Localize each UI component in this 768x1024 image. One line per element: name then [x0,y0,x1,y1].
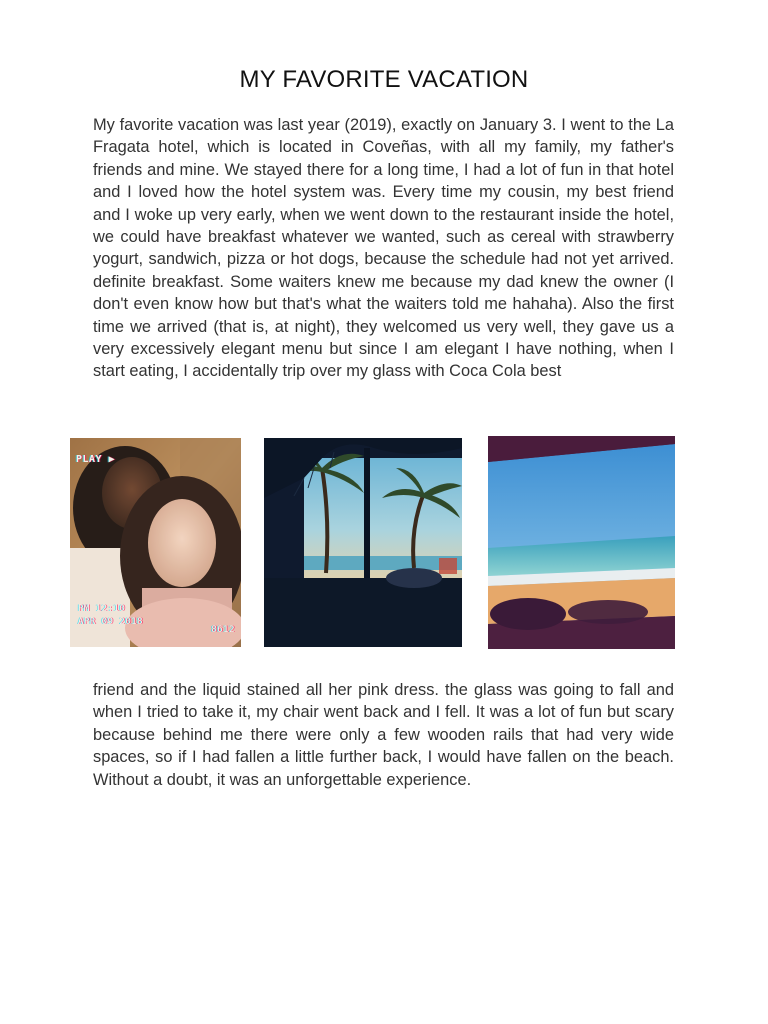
play-label: PLAY ▶ [76,454,116,465]
paragraph-1: My favorite vacation was last year (2019), exactly on January 3. I went to the La Fragata hotel, which is located in Coveñas, with all my family, my father's friends and mine. We stayed there for a long time, I had a lot of fun in that hotel and I loved how the hotel system was. Every time my cousin, my best friend and I woke up very early, when we went down to the restaurant inside the hotel, we could have breakfast whatever we wanted, such as cereal with strawberry yogurt, sandwich, pizza or hot dogs, because the schedule had not yet arrived. definite breakfast. Some waiters knew me because my dad knew the owner (I don't even know how but that's what the waiters told me hahaha). Also the first time we arrived (that is, at night), they welcomed us very well, they gave us a very excessively elegant menu but since I am elegant I have nothing, when I start eating, I accidentally trip over my glass with Coca Cola best [93,116,674,381]
beach-window-photo [488,436,675,649]
code-label: 8612 [211,625,235,635]
palm-roof-image [264,438,462,647]
selfie-image [70,438,241,647]
date-label: APR 09 2018 [78,617,144,627]
time-label: PM 12:10 [78,604,126,614]
palm-roof-photo [264,438,462,647]
paragraph-2: friend and the liquid stained all her pink dress. the glass was going to fall and when I tried to take it, my chair went back and I fell. It was a lot of fun but scary because behind me there were only a few wooden rails that had very wide spaces, so if I had fallen a little further back, I would have fallen on the beach. Without a doubt, it was an unforgettable experience. [93,681,674,789]
document-title: MY FAVORITE VACATION [239,66,529,93]
selfie-photo [70,438,241,647]
beach-window-image [488,436,675,649]
